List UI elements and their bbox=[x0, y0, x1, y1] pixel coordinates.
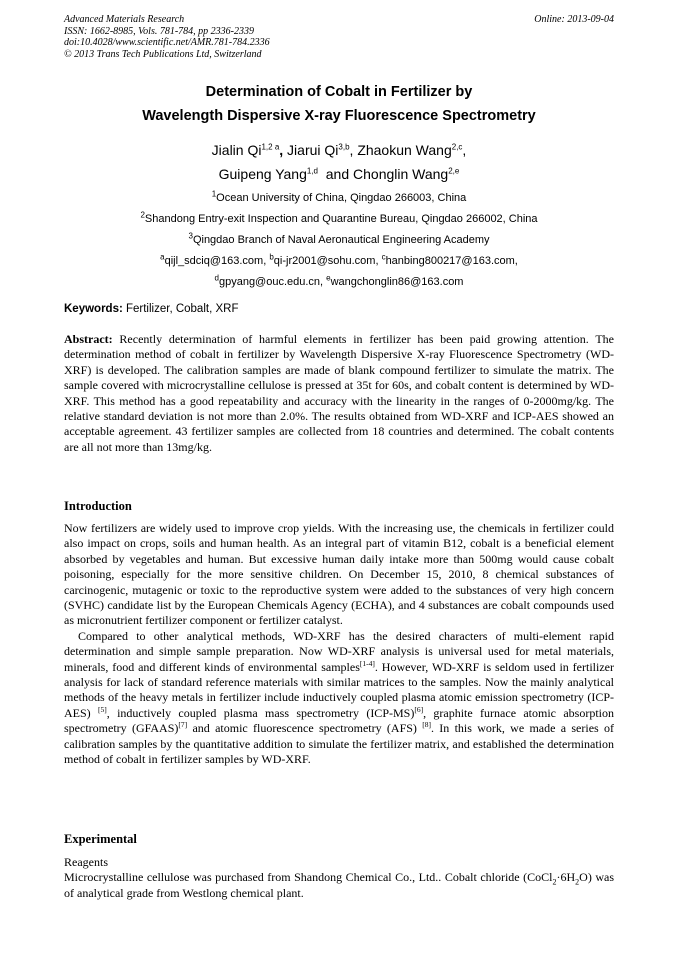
email-address: qijl_sdciq@163.com, bbox=[164, 255, 270, 267]
email-marker: e bbox=[326, 273, 331, 283]
reagents-paragraph bbox=[64, 870, 614, 901]
paragraph-text: ·6H bbox=[556, 870, 576, 885]
citation: [5] bbox=[98, 704, 107, 714]
affil-text: Ocean University of China, Qingdao 266003, China bbox=[216, 192, 467, 204]
paragraph-text: , graphite furnace atomic absorption spectrometry (GFAAS) bbox=[64, 705, 614, 736]
email-address: wangchonglin86@163.com bbox=[330, 276, 464, 288]
author-separator: , bbox=[462, 142, 467, 158]
citation: [1-4] bbox=[359, 658, 375, 668]
reagents-section bbox=[64, 855, 614, 901]
affil-marker: 2 bbox=[140, 210, 145, 220]
title-line-2: Wavelength Dispersive X-ray Fluorescence Spectrometry bbox=[142, 108, 536, 124]
abstract bbox=[64, 332, 614, 455]
author-name: Chonglin Wang bbox=[353, 166, 449, 182]
author-name: Jialin Qi bbox=[211, 142, 262, 158]
author-affil-marker: 2,c bbox=[451, 142, 463, 152]
email-marker: a bbox=[160, 252, 165, 262]
email-address: hanbing800217@163.com, bbox=[385, 255, 518, 267]
affiliation-2 bbox=[40, 209, 638, 230]
author-affil-marker: 1,d bbox=[306, 166, 318, 176]
issn-line: ISSN: 1662-8985, Vols. 781-784, pp 2336-2339 bbox=[64, 25, 254, 37]
emails-line-1 bbox=[40, 251, 638, 272]
title-line-1: Determination of Cobalt in Fertilizer by bbox=[205, 84, 473, 100]
paragraph-text: Microcrystalline cellulose was purchased from Shandong Chemical Co., Ltd.. Cobalt chloride (CoCl bbox=[64, 870, 553, 885]
affil-marker: 3 bbox=[188, 231, 193, 241]
paragraph-text: O) was of analytical grade from Westlong chemical plant. bbox=[64, 870, 614, 900]
author-name: Jiarui Qi bbox=[287, 142, 339, 158]
paragraph-text: and atomic fluorescence spectrometry (AFS) bbox=[187, 721, 423, 736]
abstract-text: Recently determination of harmful elements in fertilizer has been paid growing attention. The determination method of cobalt in fertilizer by Wavelength Dispersive X-ray Fluorescence Spectrometry (WD-XRF) is developed. The calibration samples are made of blank compound fertilizer to simulate the matrix. The sample covered with microcrystalline cellulose is pressed at 35t for 60s, and cobalt content is determined by WD-XRF. This method has a good repeatability and accuracy with the linearity in the ranges of 0-2000mg/kg. The relative standard deviation is not more than 2.0%. The results obtained from WD-XRF and ICP-AES showed an acceptable agreement. 43 fertilizer samples are collected from 18 countries and determined. The cobalt contents are all not more than 13mg/kg. bbox=[64, 332, 614, 454]
intro-paragraph-2 bbox=[64, 629, 614, 768]
citation: [6] bbox=[414, 704, 424, 714]
keywords-label: Keywords: bbox=[64, 303, 123, 315]
author-name: Guipeng Yang bbox=[218, 166, 307, 182]
abstract-label: Abstract: bbox=[64, 332, 113, 346]
emails-line-2 bbox=[40, 272, 638, 293]
paragraph-text: Compared to other analytical methods, WD-XRF has the desired characters of multi-element rapid determination and simple sample preparation. Now WD-XRF analysis is universal used for metal materials, minerals, food and different kinds of environmental samples bbox=[64, 628, 614, 674]
subscript: 2 bbox=[552, 877, 557, 887]
author-affil-marker: 1,2 a bbox=[261, 142, 280, 152]
affil-text: Shandong Entry-exit Inspection and Quarantine Bureau, Qingdao 266002, China bbox=[144, 213, 538, 225]
journal-name: Advanced Materials Research bbox=[64, 14, 185, 25]
paragraph-text: . However, WD-XRF is seldom used in fertilizer analysis for lack of standard reference materials with similar matrices to the samples. Now the mainly analytical methods of the heavy metals in fertilizer include inductively coupled plasma atomic emission spectrometry (ICP-AES) bbox=[64, 659, 614, 720]
author-affil-marker: 3,b bbox=[338, 142, 350, 152]
email-marker: d bbox=[214, 273, 219, 283]
author-list bbox=[40, 138, 638, 186]
reagents-subheading: Reagents bbox=[64, 855, 108, 869]
paragraph-text: , inductively coupled plasma mass spectrometry (ICP-MS) bbox=[106, 705, 415, 720]
keywords bbox=[64, 303, 614, 315]
online-date: Online: 2013-09-04 bbox=[534, 14, 614, 25]
copyright-line: © 2013 Trans Tech Publications Ltd, Switzerland bbox=[64, 48, 262, 60]
subscript: 2 bbox=[575, 877, 580, 887]
author-name: Zhaokun Wang bbox=[357, 142, 452, 158]
citation: [7] bbox=[178, 720, 188, 730]
author-separator: , bbox=[349, 142, 358, 158]
affiliation-3 bbox=[40, 230, 638, 251]
author-conjunction: and bbox=[317, 166, 354, 182]
authors-line-2 bbox=[40, 162, 638, 186]
experimental-heading: Experimental bbox=[64, 832, 137, 846]
citation: [8] bbox=[422, 720, 431, 730]
email-marker: c bbox=[381, 252, 386, 262]
authors-line-1 bbox=[40, 138, 638, 162]
introduction-body bbox=[64, 521, 614, 768]
email-marker: b bbox=[269, 252, 274, 262]
intro-paragraph-1: Now fertilizers are widely used to improve crop yields. With the increasing use, the chemicals in fertilizer could also impact on crops, soils and human health. As an integral part of vitamin B12, cobalt is a beneficial element absorbed by vegetables and human. But excessive human daily intake more than 500mg would cause cobalt poisoning, especially for the more sensitive children. On December 15, 2010, 8 chemical substances of carcinogenic, mutagenic or toxic to the reproductive system were added to the substances of very high concern (SVHC) candidate list by the European Chemicals Agency (ECHA), and 4 substances are cobalt compounds used as micronutrient fertilizer component or fertilizer catalyst. bbox=[64, 521, 614, 628]
affil-text: Qingdao Branch of Naval Aeronautical Engineering Academy bbox=[192, 234, 490, 246]
journal-header bbox=[64, 14, 614, 60]
email-address: qi-jr2001@sohu.com, bbox=[273, 255, 382, 267]
affil-marker: 1 bbox=[211, 189, 217, 199]
doi-line: doi:10.4028/www.scientific.net/AMR.781-784.2336 bbox=[64, 37, 270, 48]
introduction-heading: Introduction bbox=[64, 499, 132, 513]
author-separator: , bbox=[279, 142, 288, 158]
paper-title bbox=[40, 80, 638, 128]
affiliations bbox=[40, 188, 638, 293]
paragraph-text: . In this work, we made a series of calibration samples by the quantitative addition to simulate the fertilizer matrix, and established the determination method of cobalt in fertilizer samples by WD-XRF. bbox=[64, 721, 614, 767]
keywords-text: Fertilizer, Cobalt, XRF bbox=[122, 303, 239, 315]
author-affil-marker: 2,e bbox=[448, 166, 460, 176]
affiliation-1 bbox=[40, 188, 638, 209]
email-address: gpyang@ouc.edu.cn, bbox=[218, 276, 327, 288]
